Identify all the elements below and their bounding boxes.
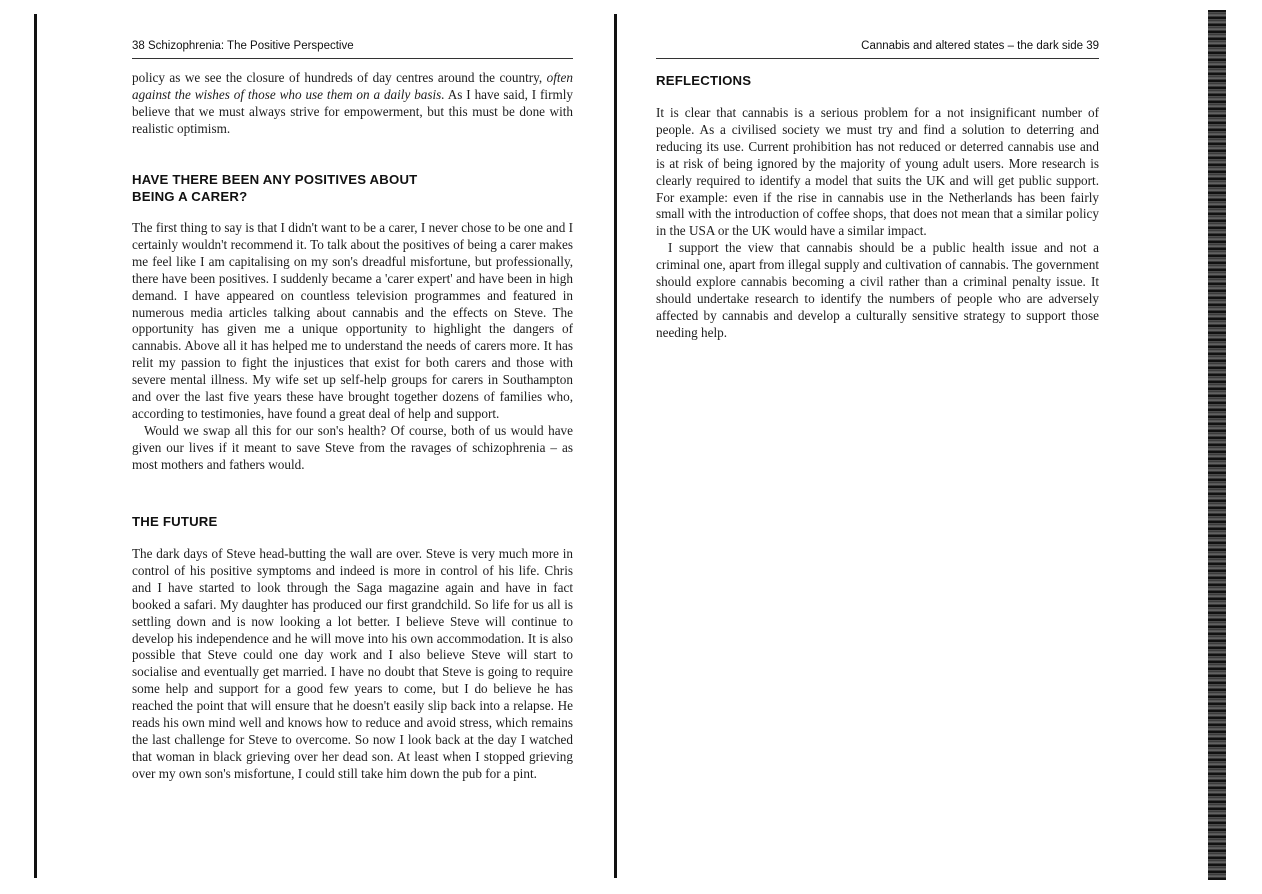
reflections-paragraph-2: I support the view that cannabis should be a public health issue and not a criminal one, apart from illegal supply and cultivation of cannabis. The government should explore cannabis becoming a civil rather than a criminal penalty issue. It should undertake research to identify the numbers of people who are adversely affected by cannabis and develop a culturally sensitive strategy to support those needing help. (656, 240, 1099, 340)
right-header-rule (656, 58, 1099, 59)
future-section (132, 546, 573, 783)
intro-italic: often against the wishes of those who use them on a daily basis. (132, 70, 573, 102)
right-page-edge (1208, 10, 1226, 880)
left-header-rule (132, 58, 573, 59)
reflections-paragraph-1: It is clear that cannabis is a serious problem for a not insignificant number of people. As a civilised society we must try and find a solution to deterring and reducing its use. Current prohibition has not reduced or deterred cannabis use and is at risk of being ignored by the majority of young adult users. More research is clearly required to identify a model that suits the UK and will get public support. For example: even if the rise in cannabis use in the Netherlands has been fairly small with the introduction of coffee shops, that does not mean that a similar policy in the USA or the UK would have a similar impact. (656, 105, 1099, 239)
reflections-section (656, 105, 1099, 342)
positives-heading-block (132, 172, 462, 205)
future-heading-block (132, 514, 573, 531)
reflections-heading-block (656, 73, 1099, 90)
left-running-head: 38 Schizophrenia: The Positive Perspective (132, 40, 354, 52)
heading-positives: HAVE THERE BEEN ANY POSITIVES ABOUT BEING A CARER? (132, 172, 418, 204)
book-gutter-line (614, 14, 617, 878)
left-intro-block (132, 70, 573, 138)
heading-reflections: REFLECTIONS (656, 73, 752, 88)
positives-paragraph-2: Would we swap all this for our son's health? Of course, both of us would have given our lives if it meant to save Steve from the ravages of schizophrenia – as most mothers and fathers would. (132, 422, 573, 472)
intro-rest: As I have said, I firmly believe that we must always strive for empowerment, but this must be done with realistic optimism. (132, 86, 573, 136)
positives-paragraph-1: The first thing to say is that I didn't want to be a carer, I never chose to be one and I certainly wouldn't recommend it. To talk about the positives of being a carer makes me feel like I am capitalising on my son's dreadful misfortune, but professionally, there have been positives. I suddenly became a 'carer expert' and have been in high demand. I have appeared on countless television programmes and featured in numerous media articles talking about cannabis and the effects on Steve. The opportunity has given me a unique opportunity to highlight the dangers of cannabis. Above all it has helped me to understand the needs of carers more. It has relit my passion to fight the injustices that exist for both carers and those with severe mental illness. My wife set up self-help groups for carers in Southampton and over the last five years these have brought together dozens of families who, according to testimonies, have found a great deal of help and support. (132, 220, 573, 421)
future-paragraph: The dark days of Steve head-butting the wall are over. Steve is very much more in control of his positive symptoms and indeed is more in control of his life. Chris and I have started to look through the Saga magazine again and have in fact booked a safari. My daughter has produced our first grandchild. So life for us all is settling down and is now looking a lot better. I believe Steve will continue to develop his independence and he will move into his own accommodation. It is also possible that Steve could one day work and I also believe Steve will start to socialise and eventually get married. I have no doubt that Steve is going to require some help and support for a good few years to come, but I do believe he has reached the point that will ensure that he doesn't easily slip back into a relapse. He reads his own mind well and knows how to reduce and avoid stress, which remains the last challenge for Steve to overcome. So now I look back at the day I watched that woman in black grieving over her dead son. At least when I stopped grieving over my own son's misfortune, I could still take him down the pub for a pint. (132, 546, 573, 781)
heading-future: THE FUTURE (132, 514, 218, 529)
positives-section (132, 220, 573, 474)
left-page-edge (34, 14, 37, 878)
right-running-head: Cannabis and altered states – the dark side 39 (861, 40, 1099, 52)
intro-text: policy as we see the closure of hundreds of day centres around the country, (132, 70, 547, 85)
intro-paragraph (132, 70, 573, 138)
